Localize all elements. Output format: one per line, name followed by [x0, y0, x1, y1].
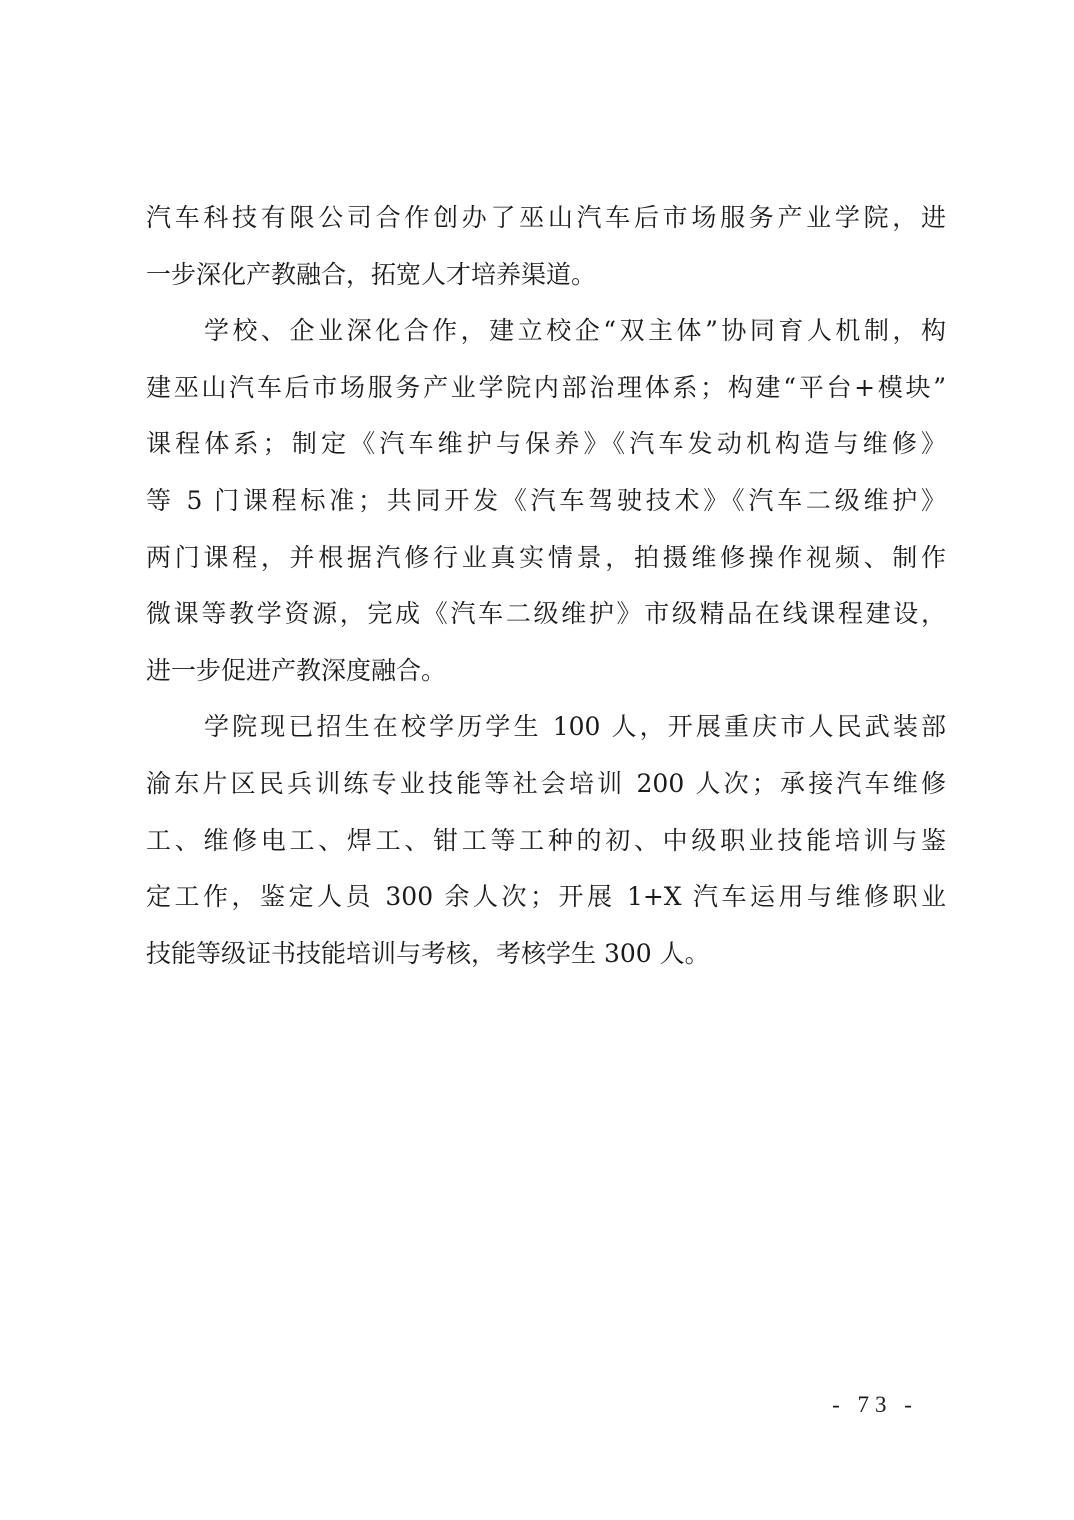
paragraph-3 — [146, 699, 946, 982]
text-line: 课程体系；制定《汽车维护与保养》《汽车发动机构造与维修》 — [146, 429, 946, 459]
text-line: 等 5 门课程标准；共同开发《汽车驾驶技术》《汽车二级维护》 — [146, 485, 946, 515]
text-line: 微课等教学资源，完成《汽车二级维护》市级精品在线课程建设， — [146, 599, 946, 629]
text-line: 两门课程，并根据汽修行业真实情景，拍摄维修操作视频、制作 — [146, 542, 946, 572]
text-line: 进一步促进产教深度融合。 — [146, 655, 447, 685]
text-line: 渝东片区民兵训练专业技能等社会培训 200 人次；承接汽车维修 — [146, 768, 946, 798]
text-line: 定工作，鉴定人员 300 余人次；开展 1+X 汽车运用与维修职业 — [146, 882, 946, 912]
page-body — [146, 190, 946, 982]
page-number: - 73 - — [832, 1392, 918, 1417]
text-line: 学校、企业深化合作，建立校企“双主体”协同育人机制，构 — [204, 316, 946, 346]
paragraph-2 — [146, 303, 946, 699]
text-line: 学院现已招生在校学历学生 100 人，开展重庆市人民武装部 — [204, 712, 946, 742]
text-line: 建巫山汽车后市场服务产业学院内部治理体系；构建“平台+模块” — [146, 372, 946, 402]
text-line: 汽车科技有限公司合作创办了巫山汽车后市场服务产业学院，进 — [146, 203, 946, 232]
text-line: 工、维修电工、焊工、钳工等工种的初、中级职业技能培训与鉴 — [146, 825, 946, 855]
paragraph-1 — [146, 190, 946, 303]
text-line: 技能等级证书技能培训与考核，考核学生 300 人。 — [146, 938, 710, 968]
text-line: 一步深化产教融合，拓宽人才培养渠道。 — [146, 259, 597, 289]
